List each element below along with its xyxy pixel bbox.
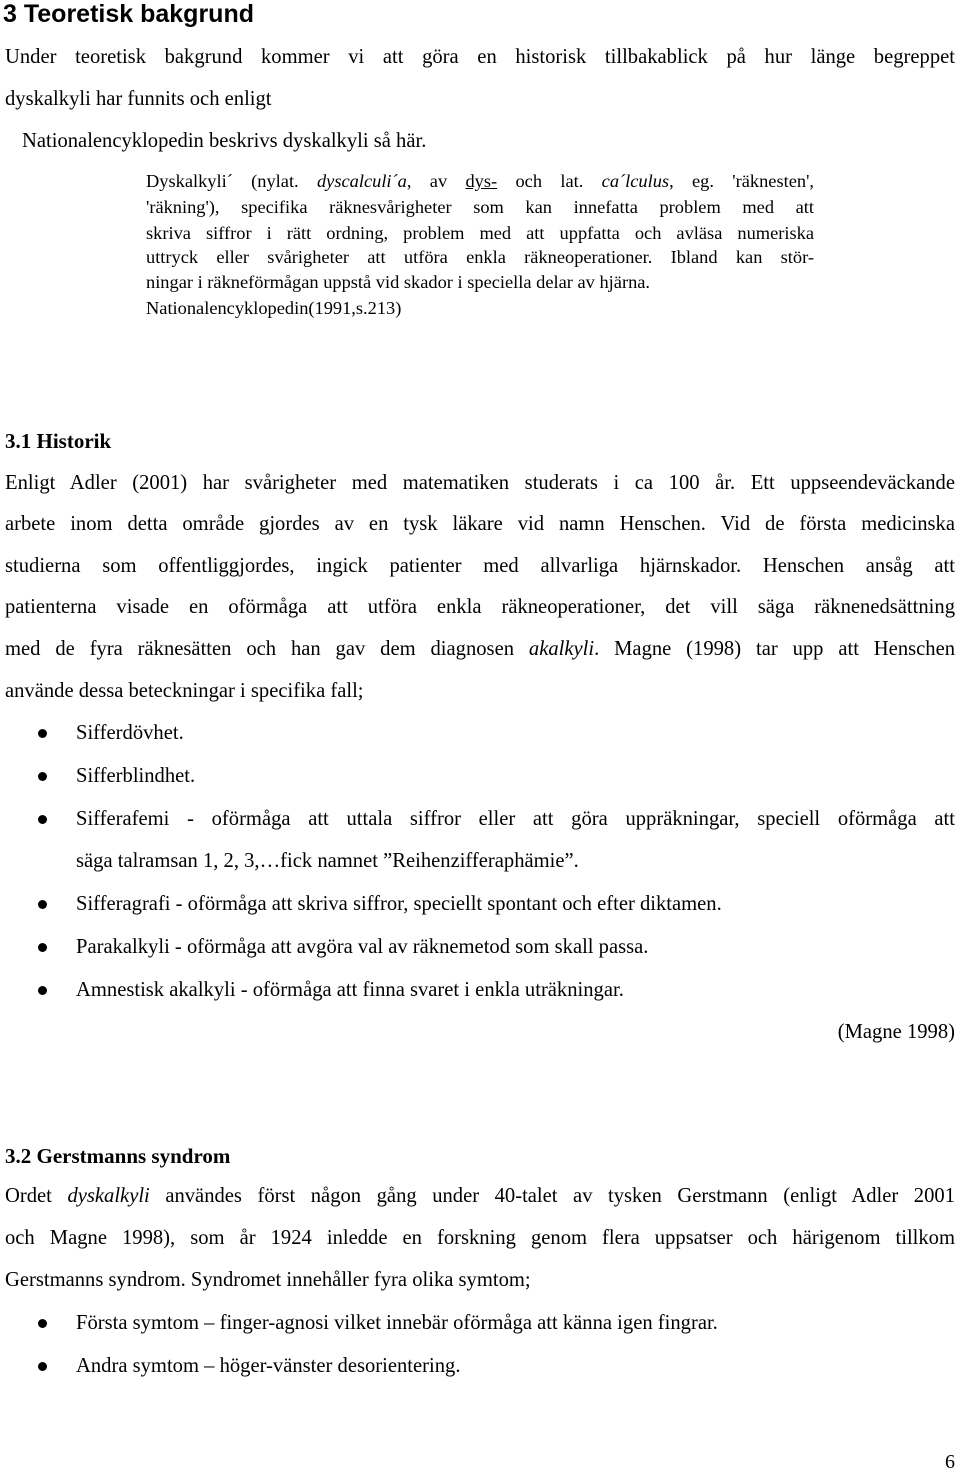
historik-line-6: använde dessa beteckningar i specifika fall; [5, 680, 364, 702]
bullet-icon [38, 986, 47, 995]
term-dyskalkyli: dyskalkyli [67, 1185, 150, 1207]
list-item: Andra symtom – höger-vänster desorientering. [76, 1355, 461, 1377]
bullet-icon [38, 815, 47, 824]
page-title: 3 Teoretisk bakgrund [3, 0, 254, 28]
quote-text: , eg. 'räknesten', [669, 171, 814, 191]
section-heading-gerstmann: 3.2 Gerstmanns syndrom [5, 1144, 231, 1168]
diagnosis-term: akalkyli [528, 638, 595, 660]
list-item: Sifferblindhet. [76, 765, 196, 787]
historik-text: med de fyra räknesätten och han gav dem diagnosen [5, 638, 529, 660]
historik-line-2: arbete inom detta område gjordes av en tysk läkare vid namn Henschen. Vid de första medicinska [5, 513, 955, 535]
quote-line-1 [146, 169, 814, 193]
page-number: 6 [945, 1451, 955, 1473]
list-item: Sifferdövhet. [76, 722, 184, 744]
quote-line-4: uttryck eller svårigheter att utföra enkla räkneoperationer. Ibland kan stör- [146, 247, 814, 267]
historik-line-3: studierna som offentliggjordes, ingick patienter med allvarliga hjärnskador. Henschen ansåg att [5, 555, 955, 577]
list-item: Första symtom – finger-agnosi vilket innebär oförmåga att känna igen fingrar. [76, 1312, 718, 1334]
intro-line-1: Under teoretisk bakgrund kommer vi att göra en historisk tillbakablick på hur länge begreppet [5, 46, 955, 68]
historik-line-4: patienterna visade en oförmåga att utföra enkla räkneoperationer, det vill säga räknenedsättning [5, 596, 955, 618]
gerstmann-text: Ordet [5, 1185, 68, 1207]
list-item: Parakalkyli - oförmåga att avgöra val av räknemetod som skall passa. [76, 936, 649, 958]
intro-line-3: Nationalencyklopedin beskrivs dyskalkyli så här. [22, 130, 427, 152]
bullet-icon [38, 900, 47, 909]
list-item-continuation: säga talramsan 1, 2, 3,…fick namnet ”Reihenzifferaphämie”. [76, 850, 579, 872]
quote-line-3: skriva siffror i rätt ordning, problem med att uppfatta och avläsa numeriska [146, 223, 814, 243]
quote-latin-root: ca´lculus [601, 171, 670, 191]
gerstmann-line-1 [5, 1183, 955, 1209]
list-item: Amnestisk akalkyli - oförmåga att finna svaret i enkla uträkningar. [76, 979, 624, 1001]
gerstmann-line-3: Gerstmanns syndrom. Syndromet innehåller fyra olika symtom; [5, 1269, 531, 1291]
historik-text: . Magne (1998) tar upp att Henschen [594, 638, 956, 660]
bullet-icon [38, 943, 47, 952]
quote-line-5: ningar i räkneförmågan uppstå vid skador i speciella delar av hjärna. [146, 272, 651, 292]
list-item: Sifferagrafi - oförmåga att skriva siffror, speciellt spontant och efter diktamen. [76, 893, 722, 915]
quote-latin-term: dyscalculi´a [316, 171, 407, 191]
gerstmann-line-2: och Magne 1998), som år 1924 inledde en forskning genom flera uppsatser och härigenom tillkom [5, 1227, 955, 1249]
bullet-icon [38, 1362, 47, 1371]
historik-line-1: Enligt Adler (2001) har svårigheter med matematiken studerats i ca 100 år. Ett uppseendeväckande [5, 472, 955, 494]
bullet-icon [38, 729, 47, 738]
quote-term: Dyskalkyli´ (nylat. [146, 171, 317, 191]
gerstmann-text: användes först någon gång under 40-talet av tysken Gerstmann (enligt Adler 2001 [149, 1185, 955, 1207]
intro-line-2: dyskalkyli har funnits och enligt [5, 88, 272, 110]
citation: (Magne 1998) [837, 1021, 955, 1043]
quote-text: , av [406, 171, 466, 191]
list-item: Sifferafemi - oförmåga att uttala siffror eller att göra uppräkningar, speciell oförmåga att [76, 808, 955, 830]
quote-source: Nationalencyklopedin(1991,s.213) [146, 298, 402, 318]
bullet-icon [38, 1319, 47, 1328]
quote-text: och lat. [497, 171, 602, 191]
quote-line-2: 'räkning'), specifika räknesvårigheter som kan innefatta problem med att [146, 197, 814, 217]
bullet-icon [38, 772, 47, 781]
section-heading-historik: 3.1 Historik [5, 429, 112, 453]
historik-line-5 [5, 636, 955, 662]
quote-prefix-link[interactable]: dys- [465, 171, 498, 191]
